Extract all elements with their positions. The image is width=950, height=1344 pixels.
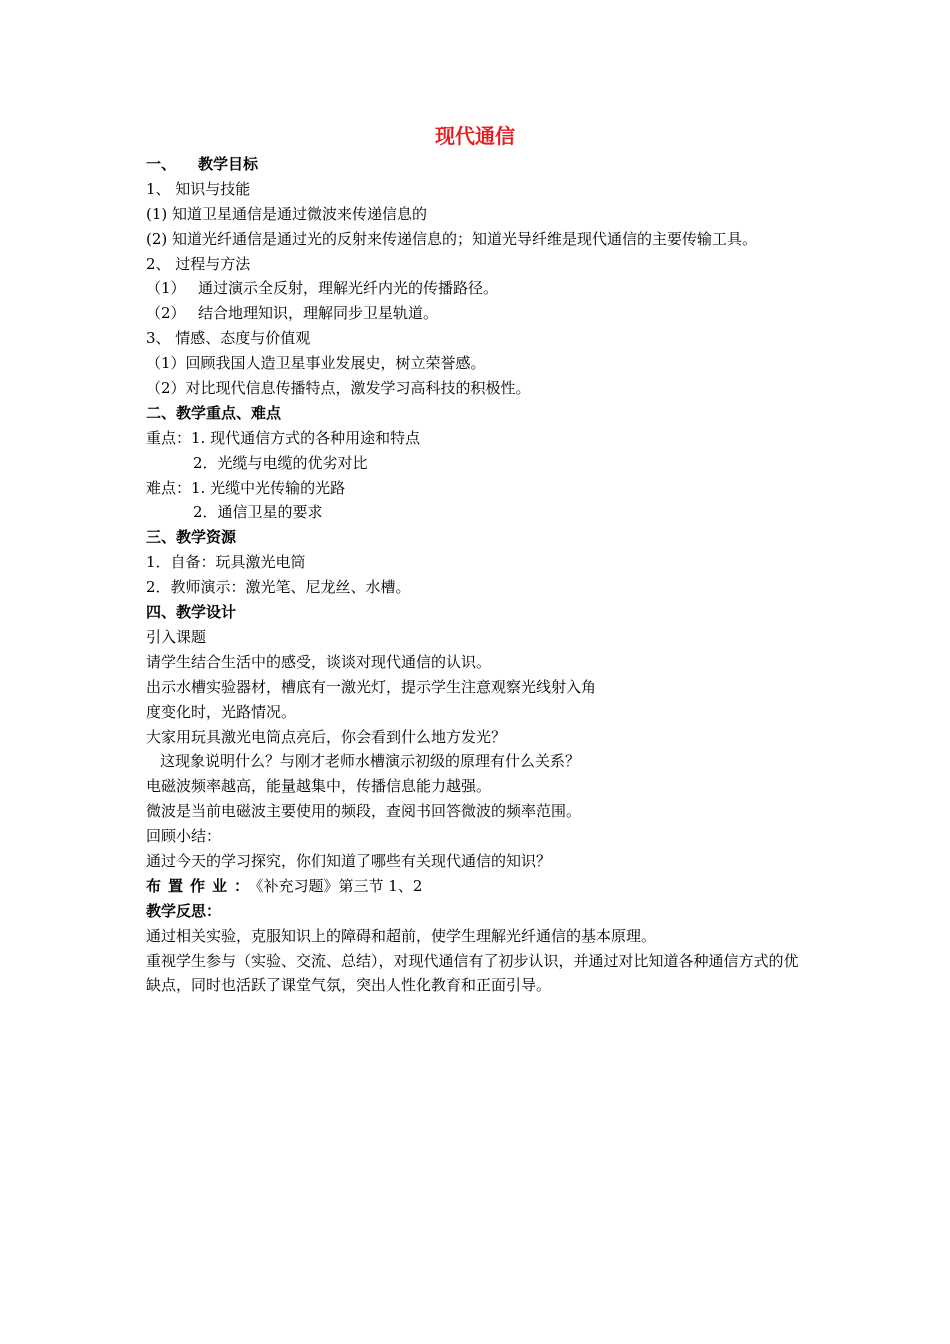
paragraph: 通过相关实验，克服知识上的障碍和超前，使学生理解光纤通信的基本原理。 [146,926,657,945]
homework-line [146,874,812,899]
document-title: 现代通信 [435,124,515,148]
list-item: 2．光缆与电缆的优劣对比 [193,453,368,472]
paragraph: 重视学生参与（实验、交流、总结），对现代通信有了初步认识，并通过对比知道各种通信方式的优缺点，同时也活跃了课堂气氛，突出人性化教育和正面引导。 [146,951,799,995]
section-heading-key-points: 二、教学重点、难点 [146,403,282,422]
item-text: 通过演示全反射，理解光纤内光的传播路径。 [198,279,499,298]
subheading-knowledge: 1、 知识与技能 [146,179,251,198]
homework-label: 布置作业： [146,876,257,895]
paragraph: 电磁波频率越高，能量越集中，传播信息能力越强。 [146,777,492,796]
subheading-attitude: 3、 情感、态度与价值观 [146,329,311,348]
paragraph: 请学生结合生活中的感受，谈谈对现代通信的认识。 [146,652,492,671]
list-item: （1）回顾我国人造卫星事业发展史，树立荣誉感。 [146,354,486,373]
list-item: 2．教师演示：激光笔、尼龙丝、水槽。 [146,578,411,597]
section-number: 一、 [146,155,177,173]
list-item [146,301,812,326]
paragraph: 这现象说明什么？与刚才老师水槽演示初级的原理有什么关系？ [160,752,581,771]
list-item [146,276,812,301]
list-item: 重点：1. 现代通信方式的各种用途和特点 [146,428,421,447]
paragraph: 出示水槽实验器材，槽底有一激光灯，提示学生注意观察光线射入角 [146,677,597,696]
list-item: 1．自备：玩具激光电筒 [146,553,306,572]
homework-text: 《补充习题》第三节 1、2 [256,876,423,895]
paragraph: 通过今天的学习探究，你们知道了哪些有关现代通信的知识？ [146,851,552,870]
list-item: （2）对比现代信息传播特点，激发学习高科技的积极性。 [146,379,531,398]
item-number: （1） [146,279,186,298]
section-heading-design: 四、教学设计 [146,603,237,622]
list-item: (2) 知道光纤通信是通过光的反射来传递信息的；知道光导纤维是现代通信的主要传输工具。 [146,229,758,248]
paragraph: 回顾小结： [146,827,222,846]
paragraph: 微波是当前电磁波主要使用的频段，查阅书回答微波的频率范围。 [146,802,582,821]
list-item: (1) 知道卫星通信是通过微波来传递信息的 [146,204,428,223]
paragraph: 大家用玩具激光电筒点亮后，你会看到什么地方发光？ [146,727,507,746]
subheading-process: 2、 过程与方法 [146,254,251,273]
list-item: 2．通信卫星的要求 [193,503,323,522]
section-heading-objectives [146,152,812,177]
section-heading-resources: 三、教学资源 [146,528,237,547]
list-item: 难点：1. 光缆中光传输的光路 [146,478,346,497]
section-heading-reflection: 教学反思： [146,901,222,920]
document-body [146,152,812,998]
item-text: 结合地理知识，理解同步卫星轨道。 [198,304,439,323]
item-number: （2） [146,304,186,323]
paragraph: 度变化时，光路情况。 [146,702,297,721]
section-title: 教学目标 [198,155,259,173]
paragraph: 引入课题 [146,627,207,646]
